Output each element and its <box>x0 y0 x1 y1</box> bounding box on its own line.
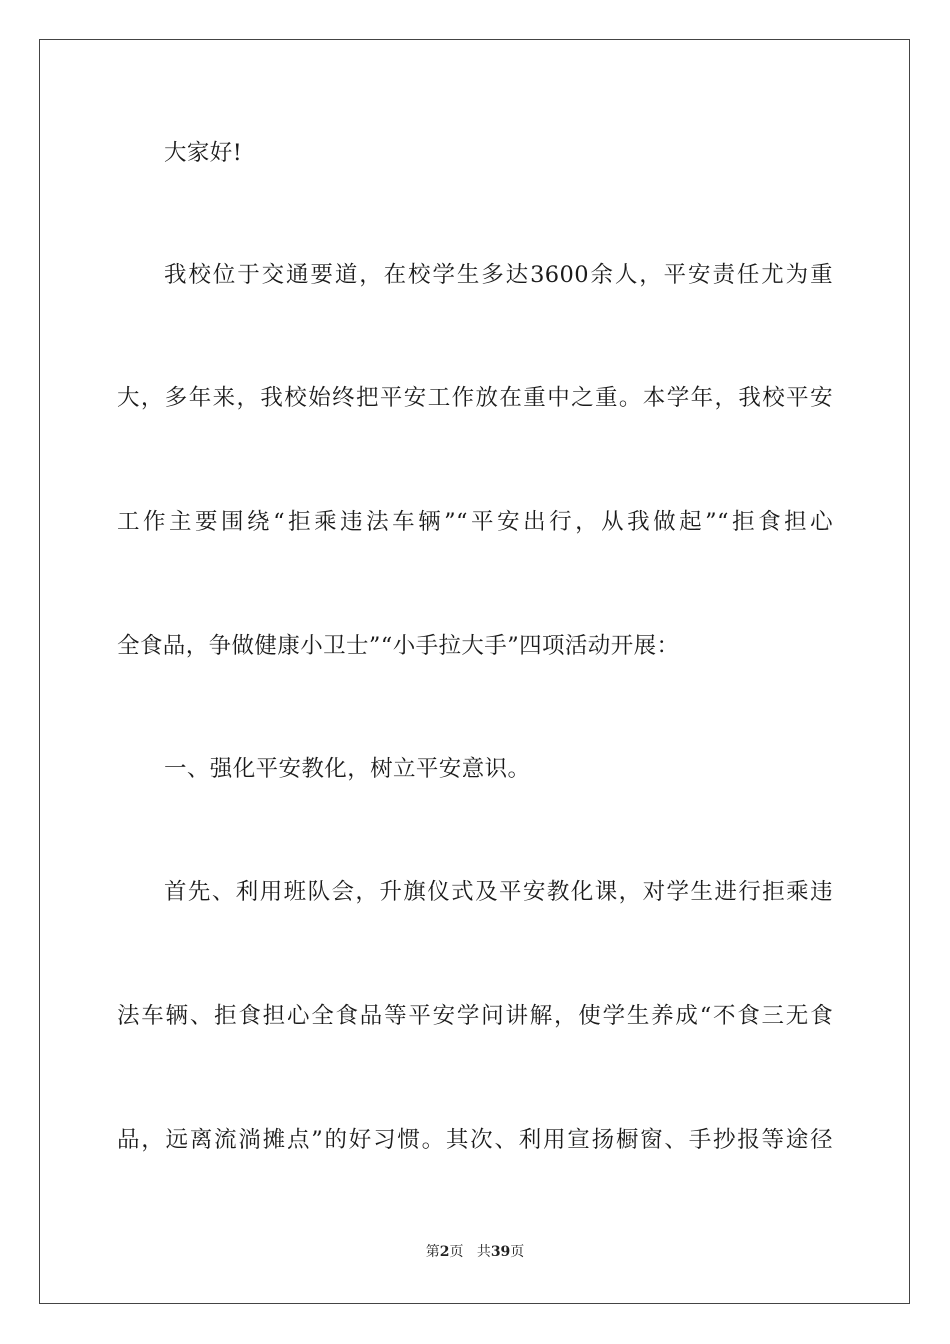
section-heading-1: 一、强化平安教化，树立平安意识。 <box>164 756 531 782</box>
total-label-suffix: 页 <box>510 1244 525 1260</box>
paragraph-1-line-4: 全食品，争做健康小卫士”“小手拉大手”四项活动开展： <box>117 633 680 659</box>
total-label-prefix: 共 <box>476 1244 491 1260</box>
paragraph-2-line-3: 品，远离流淌摊点”的好习惯。其次、利用宣扬橱窗、手抄报等途径 <box>117 1127 833 1153</box>
paragraph-2-line-1: 首先、利用班队会，升旗仪式及平安教化课，对学生进行拒乘违 <box>164 879 833 905</box>
page-label-prefix: 第 <box>425 1244 440 1260</box>
page-label-suffix: 页 <box>449 1244 464 1260</box>
page-footer <box>0 1243 950 1261</box>
paragraph-1-line-2: 大，多年来，我校始终把平安工作放在重中之重。本学年，我校平安 <box>117 385 833 411</box>
page-number: 2 <box>439 1244 450 1260</box>
paragraph-1-line-3: 工作主要围绕“拒乘违法车辆”“平安出行，从我做起”“拒食担心 <box>117 509 833 535</box>
paragraph-2-line-2: 法车辆、拒食担心全食品等平安学问讲解，使学生养成“不食三无食 <box>117 1003 833 1029</box>
greeting-line: 大家好! <box>164 140 243 166</box>
total-pages: 39 <box>490 1244 511 1260</box>
page-border <box>39 39 910 1304</box>
paragraph-1-line-1: 我校位于交通要道，在校学生多达3600余人，平安责任尤为重 <box>164 262 833 288</box>
